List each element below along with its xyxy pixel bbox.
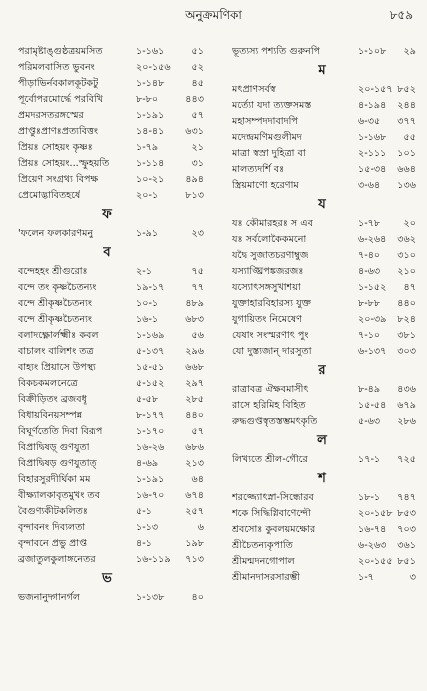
page-header bbox=[0, 4, 427, 26]
verse-first-line: রুদ্ধগুপ্তস্বৃতস্তম্ভমৎকৃতি bbox=[232, 416, 318, 427]
index-entry bbox=[222, 146, 422, 162]
index-entry bbox=[4, 60, 210, 76]
verse-first-line: প্রিয়ঃ সোহয়ং কৃষ্ণঃ bbox=[18, 142, 93, 153]
page-reference: ৬৮৬ bbox=[185, 442, 204, 453]
verse-first-line: প্রমদরসতরঙ্গস্মের bbox=[18, 110, 84, 121]
page-reference: ৬ bbox=[197, 522, 204, 533]
verse-first-line: বিপ্রাদ্বিষড়্ গুণযুতা bbox=[18, 442, 90, 453]
verse-first-line: বিধায়বিনয়সম্পন্ন bbox=[18, 410, 83, 421]
verse-reference: ৪-১ bbox=[136, 538, 152, 549]
index-entry bbox=[222, 570, 422, 586]
verse-first-line: পীড়াভির্নবকালকূটকটু bbox=[18, 78, 99, 89]
page-reference: ৬৬৪ bbox=[397, 164, 416, 175]
page-reference: ২৩ bbox=[191, 228, 204, 239]
verse-first-line: শ্রীমানদাসরসারম্ভী bbox=[232, 572, 300, 583]
section-letter: ফ bbox=[102, 207, 112, 222]
index-entry bbox=[222, 398, 422, 414]
index-entry bbox=[222, 538, 422, 554]
verse-reference: ১৬-২৬ bbox=[136, 442, 165, 453]
page-reference: ৩০৩ bbox=[397, 346, 416, 357]
index-entry bbox=[222, 328, 422, 344]
verse-reference: ১৫-৫৪ bbox=[358, 400, 387, 411]
verse-first-line: বাহ্যং প্রিয়াসে উপস্থ্য bbox=[18, 362, 96, 373]
index-entry bbox=[222, 490, 422, 506]
index-entry bbox=[4, 440, 210, 456]
page-reference: ৭৫ bbox=[191, 266, 204, 277]
verse-reference: ১-১৫২ bbox=[358, 282, 387, 293]
verse-first-line: বন্দেহহং শ্রীগুরোঃ bbox=[18, 266, 88, 277]
index-entry bbox=[222, 522, 422, 538]
index-entry bbox=[222, 178, 422, 194]
verse-first-line: লিখ্যতে শ্রীল-গৌরে bbox=[232, 454, 308, 465]
verse-first-line: যেষাং সংস্মরণাৎ পুং bbox=[232, 330, 309, 341]
index-entry bbox=[4, 376, 210, 392]
index-entry bbox=[4, 392, 210, 408]
verse-reference: ২০-১৫৬ bbox=[136, 62, 171, 73]
index-entry bbox=[4, 108, 210, 124]
verse-first-line: 'ফলেন ফলকারণমনু bbox=[18, 228, 94, 239]
verse-reference: ১৪-৪১ bbox=[136, 126, 165, 137]
page-reference: ৪৯৪ bbox=[185, 174, 204, 185]
verse-first-line: বিহারসুরদীর্ঘিকা মম bbox=[18, 474, 91, 485]
verse-reference: ১-৯১ bbox=[136, 228, 159, 239]
verse-first-line: বৈগুণ্যকীটকলিতঃ bbox=[18, 506, 88, 517]
verse-reference: ১০-১ bbox=[136, 298, 159, 309]
page-reference: ৩ bbox=[409, 572, 416, 583]
index-entry bbox=[222, 232, 422, 248]
verse-first-line: বিঘূর্ণতেতি দিবা বিরূপ bbox=[18, 426, 103, 437]
verse-first-line: যদ্বৈ সুজাতচরণাম্বুজ bbox=[232, 250, 309, 261]
verse-first-line: শ্রবসোঃ কুবলয়মক্ষোর bbox=[232, 524, 316, 535]
page-reference: ৬৬৮ bbox=[185, 362, 204, 373]
page-reference: ৩৭৭ bbox=[397, 116, 416, 127]
verse-first-line: প্রিয়েণ সংগ্রথ্য বিপক্ষ bbox=[18, 174, 99, 185]
page-reference: ৬৭৪ bbox=[185, 490, 204, 501]
verse-reference: ২০-১ bbox=[136, 190, 159, 201]
index-entry bbox=[222, 114, 422, 130]
page-reference: ৩১০ bbox=[397, 250, 416, 261]
page-reference: ৮৫২ bbox=[397, 84, 416, 95]
verse-reference: ৬-২৬৩ bbox=[358, 540, 387, 551]
verse-reference: ৫-৫৮ bbox=[136, 394, 159, 405]
verse-first-line: প্রেমোদ্ভাবিতহর্ষে bbox=[18, 190, 81, 201]
page-reference: ৩৬২ bbox=[397, 234, 416, 245]
index-entry bbox=[4, 156, 210, 172]
index-entry bbox=[222, 280, 422, 296]
verse-first-line: বিপ্রাদ্বিষড় গুণযুতাত্ bbox=[18, 458, 97, 469]
index-entry bbox=[4, 226, 210, 242]
page-reference: ২১ bbox=[191, 142, 204, 153]
index-entry bbox=[4, 536, 210, 552]
index-entry bbox=[222, 248, 422, 264]
verse-first-line: মালত্যদর্শি বঃ bbox=[232, 164, 285, 175]
verse-first-line: যঃ সর্বলোকৈকমনো bbox=[232, 234, 307, 245]
verse-first-line: শ্রীমন্মদনগোপাল bbox=[232, 556, 295, 567]
index-entry bbox=[4, 172, 210, 188]
verse-first-line: যো দুস্ত্যজান্ দারসুতা bbox=[232, 346, 312, 357]
verse-reference: ২-১১১ bbox=[358, 148, 387, 159]
index-entry bbox=[222, 506, 422, 522]
page-reference: ৭১৩ bbox=[185, 554, 204, 565]
page-reference: ৫২ bbox=[191, 62, 204, 73]
page-reference: ৫১ bbox=[191, 46, 204, 57]
index-entry bbox=[222, 264, 422, 280]
page-reference: ২০ bbox=[403, 218, 416, 229]
page-reference: ২৯৭ bbox=[185, 378, 204, 389]
index-entry bbox=[222, 382, 422, 398]
index-entry bbox=[4, 520, 210, 536]
index-entry bbox=[4, 424, 210, 440]
page-reference: ২৮৫ bbox=[185, 394, 204, 405]
verse-reference: ১-১৩ bbox=[136, 522, 159, 533]
page-reference: ৩৬১ bbox=[397, 540, 416, 551]
index-entry bbox=[222, 344, 422, 360]
index-entry bbox=[4, 328, 210, 344]
page-reference: ৫৭ bbox=[191, 426, 204, 437]
verse-first-line: যুক্তাহারবিহারস্য যুক্ত bbox=[232, 298, 311, 309]
verse-first-line: বিকচকমলনেত্রে bbox=[18, 378, 78, 389]
index-entry bbox=[4, 552, 210, 568]
verse-reference: ১-১৬৮ bbox=[358, 132, 387, 143]
index-entry bbox=[222, 98, 422, 114]
verse-reference: ২০-১৫৫ bbox=[358, 556, 393, 567]
index-entry bbox=[4, 488, 210, 504]
verse-reference: ১৭-১ bbox=[358, 454, 381, 465]
verse-reference: ১-১৯১ bbox=[136, 474, 165, 485]
page-reference: ৭০৩ bbox=[397, 524, 416, 535]
page-reference: ৫৭ bbox=[191, 110, 204, 121]
verse-first-line: প্রিয়ঃ সোহয়ং...স্ফুহয়তি bbox=[18, 158, 110, 169]
index-entry bbox=[4, 124, 210, 140]
left-column bbox=[4, 44, 210, 606]
section-letter: ম bbox=[318, 63, 326, 78]
page-reference: ৪৪০ bbox=[185, 410, 204, 421]
verse-reference: ১০-২১ bbox=[136, 174, 165, 185]
verse-reference: ২০-৩৯ bbox=[358, 314, 387, 325]
page-reference: ২৫৭ bbox=[185, 506, 204, 517]
verse-reference: ৮-৮০ bbox=[136, 94, 159, 105]
verse-first-line: বন্দে শ্রীকৃষ্ণচৈতন্যং bbox=[18, 298, 93, 309]
page-reference: ২৮৬ bbox=[397, 416, 416, 427]
section-letter: য bbox=[318, 197, 326, 212]
verse-first-line: যস্যোৎসঙ্গসুখাশয়া bbox=[232, 282, 301, 293]
section-letter: ল bbox=[317, 433, 327, 448]
index-entry bbox=[4, 92, 210, 108]
verse-reference: ৬-৩৫ bbox=[358, 116, 381, 127]
verse-reference: ১৬-১ bbox=[136, 314, 159, 325]
index-entry bbox=[222, 216, 422, 232]
index-entry bbox=[4, 344, 210, 360]
page-reference: ৮১৩ bbox=[185, 190, 204, 201]
verse-first-line: মর্ত্যো যদা ত্যক্তসমস্ত bbox=[232, 100, 312, 111]
index-entry bbox=[4, 590, 210, 606]
verse-reference: ৮-১৭৭ bbox=[136, 410, 165, 421]
verse-first-line: রাত্রাবত্র ঐক্ষবমাসীৎ bbox=[232, 384, 309, 395]
page-reference: ৫৬ bbox=[191, 330, 204, 341]
page-reference: ৪৩৬ bbox=[397, 384, 416, 395]
verse-reference: ৮-৮৮ bbox=[358, 298, 381, 309]
index-entry bbox=[4, 312, 210, 328]
index-entry bbox=[222, 452, 422, 468]
verse-reference: ৬-১৩৭ bbox=[358, 346, 387, 357]
index-entry bbox=[222, 44, 422, 60]
verse-first-line: বন্দে তং কৃষ্ণচৈতন্যং bbox=[18, 282, 97, 293]
verse-reference: ৬-২৬৪ bbox=[358, 234, 387, 245]
section-letter: শ bbox=[318, 471, 326, 486]
page-reference: ৪৭ bbox=[403, 282, 416, 293]
index-entry bbox=[4, 456, 210, 472]
verse-first-line: ভূত্যস্য পশ্যতি গুরুনপি bbox=[232, 46, 321, 57]
verse-reference: ৫-১৩৭ bbox=[136, 346, 165, 357]
verse-reference: ৩-৬৪ bbox=[358, 180, 381, 191]
verse-first-line: স্ত্রিয়মাণো হরেণাম bbox=[232, 180, 299, 191]
verse-reference: ১৯-১৭ bbox=[136, 282, 165, 293]
index-entry bbox=[4, 44, 210, 60]
verse-reference: ৭-৪০ bbox=[358, 250, 381, 261]
verse-reference: ১-১০৮ bbox=[358, 46, 387, 57]
verse-reference: ২০-১৫৭ bbox=[358, 84, 393, 95]
verse-first-line: যঃ কৌমারহরঃ স এব bbox=[232, 218, 313, 229]
page-reference: ৮২৪ bbox=[397, 314, 416, 325]
verse-first-line: মাত্রা স্বস্রা দুহিত্রা বা bbox=[232, 148, 306, 159]
page-reference: ৩৮১ bbox=[397, 330, 416, 341]
index-entry bbox=[222, 312, 422, 328]
page-reference: ৪৫ bbox=[191, 78, 204, 89]
index-entry bbox=[4, 472, 210, 488]
page-reference: ২১০ bbox=[397, 266, 416, 277]
section-letter: ব bbox=[103, 245, 111, 260]
verse-first-line: শকে সিদ্ধিগ্নিবাণেন্দৌ bbox=[232, 508, 311, 519]
section-letter: র bbox=[318, 363, 326, 378]
page-reference: ৮৫১ bbox=[397, 556, 416, 567]
index-entry bbox=[4, 188, 210, 204]
index-entry bbox=[222, 130, 422, 146]
page-reference: ২৯ bbox=[403, 46, 416, 57]
page-number: ৮৫৯ bbox=[389, 8, 413, 22]
page-reference: ১৩৬ bbox=[397, 180, 416, 191]
index-entry bbox=[4, 504, 210, 520]
page-reference: ৭৪৭ bbox=[397, 492, 416, 503]
verse-first-line: ব্রজাতুলকুলাঙ্গনেতর bbox=[18, 554, 96, 565]
verse-first-line: পূর্বোপরমোর্দ্ধে পরবিখি bbox=[18, 94, 104, 105]
verse-first-line: যুগায়িতং নিমেষেণ bbox=[232, 314, 302, 325]
page-reference: ৮৫৩ bbox=[397, 508, 416, 519]
verse-reference: ১৬-৭০ bbox=[136, 490, 165, 501]
page-reference: ৭২৫ bbox=[397, 454, 416, 465]
verse-first-line: শ্রীচৈতন্যকৃপাতি bbox=[232, 540, 293, 551]
page-reference: ২৪৪ bbox=[397, 100, 416, 111]
page-reference: ২১৩ bbox=[185, 458, 204, 469]
verse-first-line: প্রাপ্তুঃপ্রাণঃপ্রত্যবিত্তং bbox=[18, 126, 99, 137]
verse-first-line: ভজনানুদ্গানর্গল bbox=[18, 592, 81, 603]
verse-reference: ১৫-৩৪ bbox=[358, 164, 387, 175]
index-entry bbox=[4, 140, 210, 156]
verse-reference: ১-৭ bbox=[358, 572, 374, 583]
page-reference: ৪৪০ bbox=[397, 298, 416, 309]
verse-reference: ৮-৪৯ bbox=[358, 384, 381, 395]
index-entry bbox=[222, 82, 422, 98]
verse-first-line: বৃন্দাবনং দিব্যলতা bbox=[18, 522, 86, 533]
verse-reference: ১-১৪৮ bbox=[136, 78, 165, 89]
right-column bbox=[222, 44, 422, 586]
verse-first-line: মৎপ্রাণসর্বস্ব bbox=[232, 84, 276, 95]
verse-reference: ১-১৬১ bbox=[136, 46, 165, 57]
verse-first-line: বিক্রীড়িতং ব্রজবধূ bbox=[18, 394, 87, 405]
index-entry bbox=[222, 162, 422, 178]
verse-reference: ১-১৬৯ bbox=[136, 330, 165, 341]
index-entry bbox=[4, 408, 210, 424]
index-entry bbox=[4, 264, 210, 280]
page-title: অনুক্রমণিকা bbox=[185, 8, 242, 22]
page-reference: ১০১ bbox=[397, 148, 416, 159]
page-reference: ৬৩১ bbox=[185, 126, 204, 137]
page-reference: ৬৭৯ bbox=[397, 400, 416, 411]
verse-reference: ৫-৬৩ bbox=[358, 416, 381, 427]
verse-first-line: মহাসম্পদদাবাদপি bbox=[232, 116, 298, 127]
verse-first-line: বৃন্দাবনে প্রভু প্রাপ্ত bbox=[18, 538, 87, 549]
index-entry bbox=[4, 280, 210, 296]
verse-reference: ১-৭৮ bbox=[358, 218, 381, 229]
section-letter: ভ bbox=[102, 571, 112, 586]
verse-first-line: শরজ্জ্যোৎস্না-সিন্ধোরব bbox=[232, 492, 314, 503]
verse-reference: ২০-১৫৮ bbox=[358, 508, 393, 519]
verse-reference: ১৬-৭৪ bbox=[358, 524, 387, 535]
verse-reference: ১-৭৯ bbox=[136, 142, 159, 153]
verse-first-line: পরামৃষ্টাঙ্গুষ্ঠত্রয়মসিত bbox=[18, 46, 103, 57]
index-entry bbox=[4, 360, 210, 376]
verse-reference: ১৬-১১৯ bbox=[136, 554, 171, 565]
index-entry bbox=[4, 296, 210, 312]
page-reference: ৪০ bbox=[191, 592, 204, 603]
page-reference: ৬৪ bbox=[191, 474, 204, 485]
verse-first-line: যস্যাঙ্ঘ্রিপঙ্কজরজঃ bbox=[232, 266, 304, 277]
verse-reference: ৫-১৫২ bbox=[136, 378, 165, 389]
verse-reference: ১-১১৪ bbox=[136, 158, 165, 169]
page-reference: ১৯৮ bbox=[185, 538, 204, 549]
verse-reference: ১৫-৫১ bbox=[136, 362, 165, 373]
verse-reference: ৪-১৯৪ bbox=[358, 100, 387, 111]
page-reference: ৪৮৯ bbox=[185, 298, 204, 309]
index-entry bbox=[4, 76, 210, 92]
page-reference: ৫৫ bbox=[403, 132, 416, 143]
index-entry bbox=[222, 414, 422, 430]
verse-reference: ৪-৬৩ bbox=[358, 266, 381, 277]
page-reference: ৭৭ bbox=[191, 282, 204, 293]
verse-first-line: মদেন্দ্রমণিমগুলীমদ bbox=[232, 132, 302, 143]
verse-reference: ৪-৬৯ bbox=[136, 458, 159, 469]
index-entry bbox=[222, 296, 422, 312]
verse-reference: ৭-১০ bbox=[358, 330, 381, 341]
page-reference: ৩১ bbox=[191, 158, 204, 169]
verse-first-line: বীক্ষ্যালকাবৃতমুখং তব bbox=[18, 490, 100, 501]
verse-first-line: বলাদক্ষ্ণোর্লক্ষ্মীঃ কবল bbox=[18, 330, 99, 341]
verse-first-line: পরিমলবাসিত ভুবনং bbox=[18, 62, 95, 73]
page-reference: ২৯৬ bbox=[185, 346, 204, 357]
verse-first-line: রাসে হরিমিহ বিহিত bbox=[232, 400, 306, 411]
verse-reference: ২-১ bbox=[136, 266, 152, 277]
verse-reference: ১৮-১ bbox=[358, 492, 381, 503]
page-reference: ৬৮৩ bbox=[185, 314, 204, 325]
verse-reference: ১-১৩৮ bbox=[136, 592, 165, 603]
verse-reference: ১-১৯১ bbox=[136, 110, 165, 121]
page-reference: ৪৪৩ bbox=[185, 94, 204, 105]
verse-reference: ৫-১ bbox=[136, 506, 152, 517]
verse-reference: ১-১৭০ bbox=[136, 426, 165, 437]
index-entry bbox=[222, 554, 422, 570]
verse-first-line: বন্দে শ্রীকৃষ্ণচৈতন্যং bbox=[18, 314, 93, 325]
verse-first-line: বাচালং বালিশং তত্র bbox=[18, 346, 94, 357]
